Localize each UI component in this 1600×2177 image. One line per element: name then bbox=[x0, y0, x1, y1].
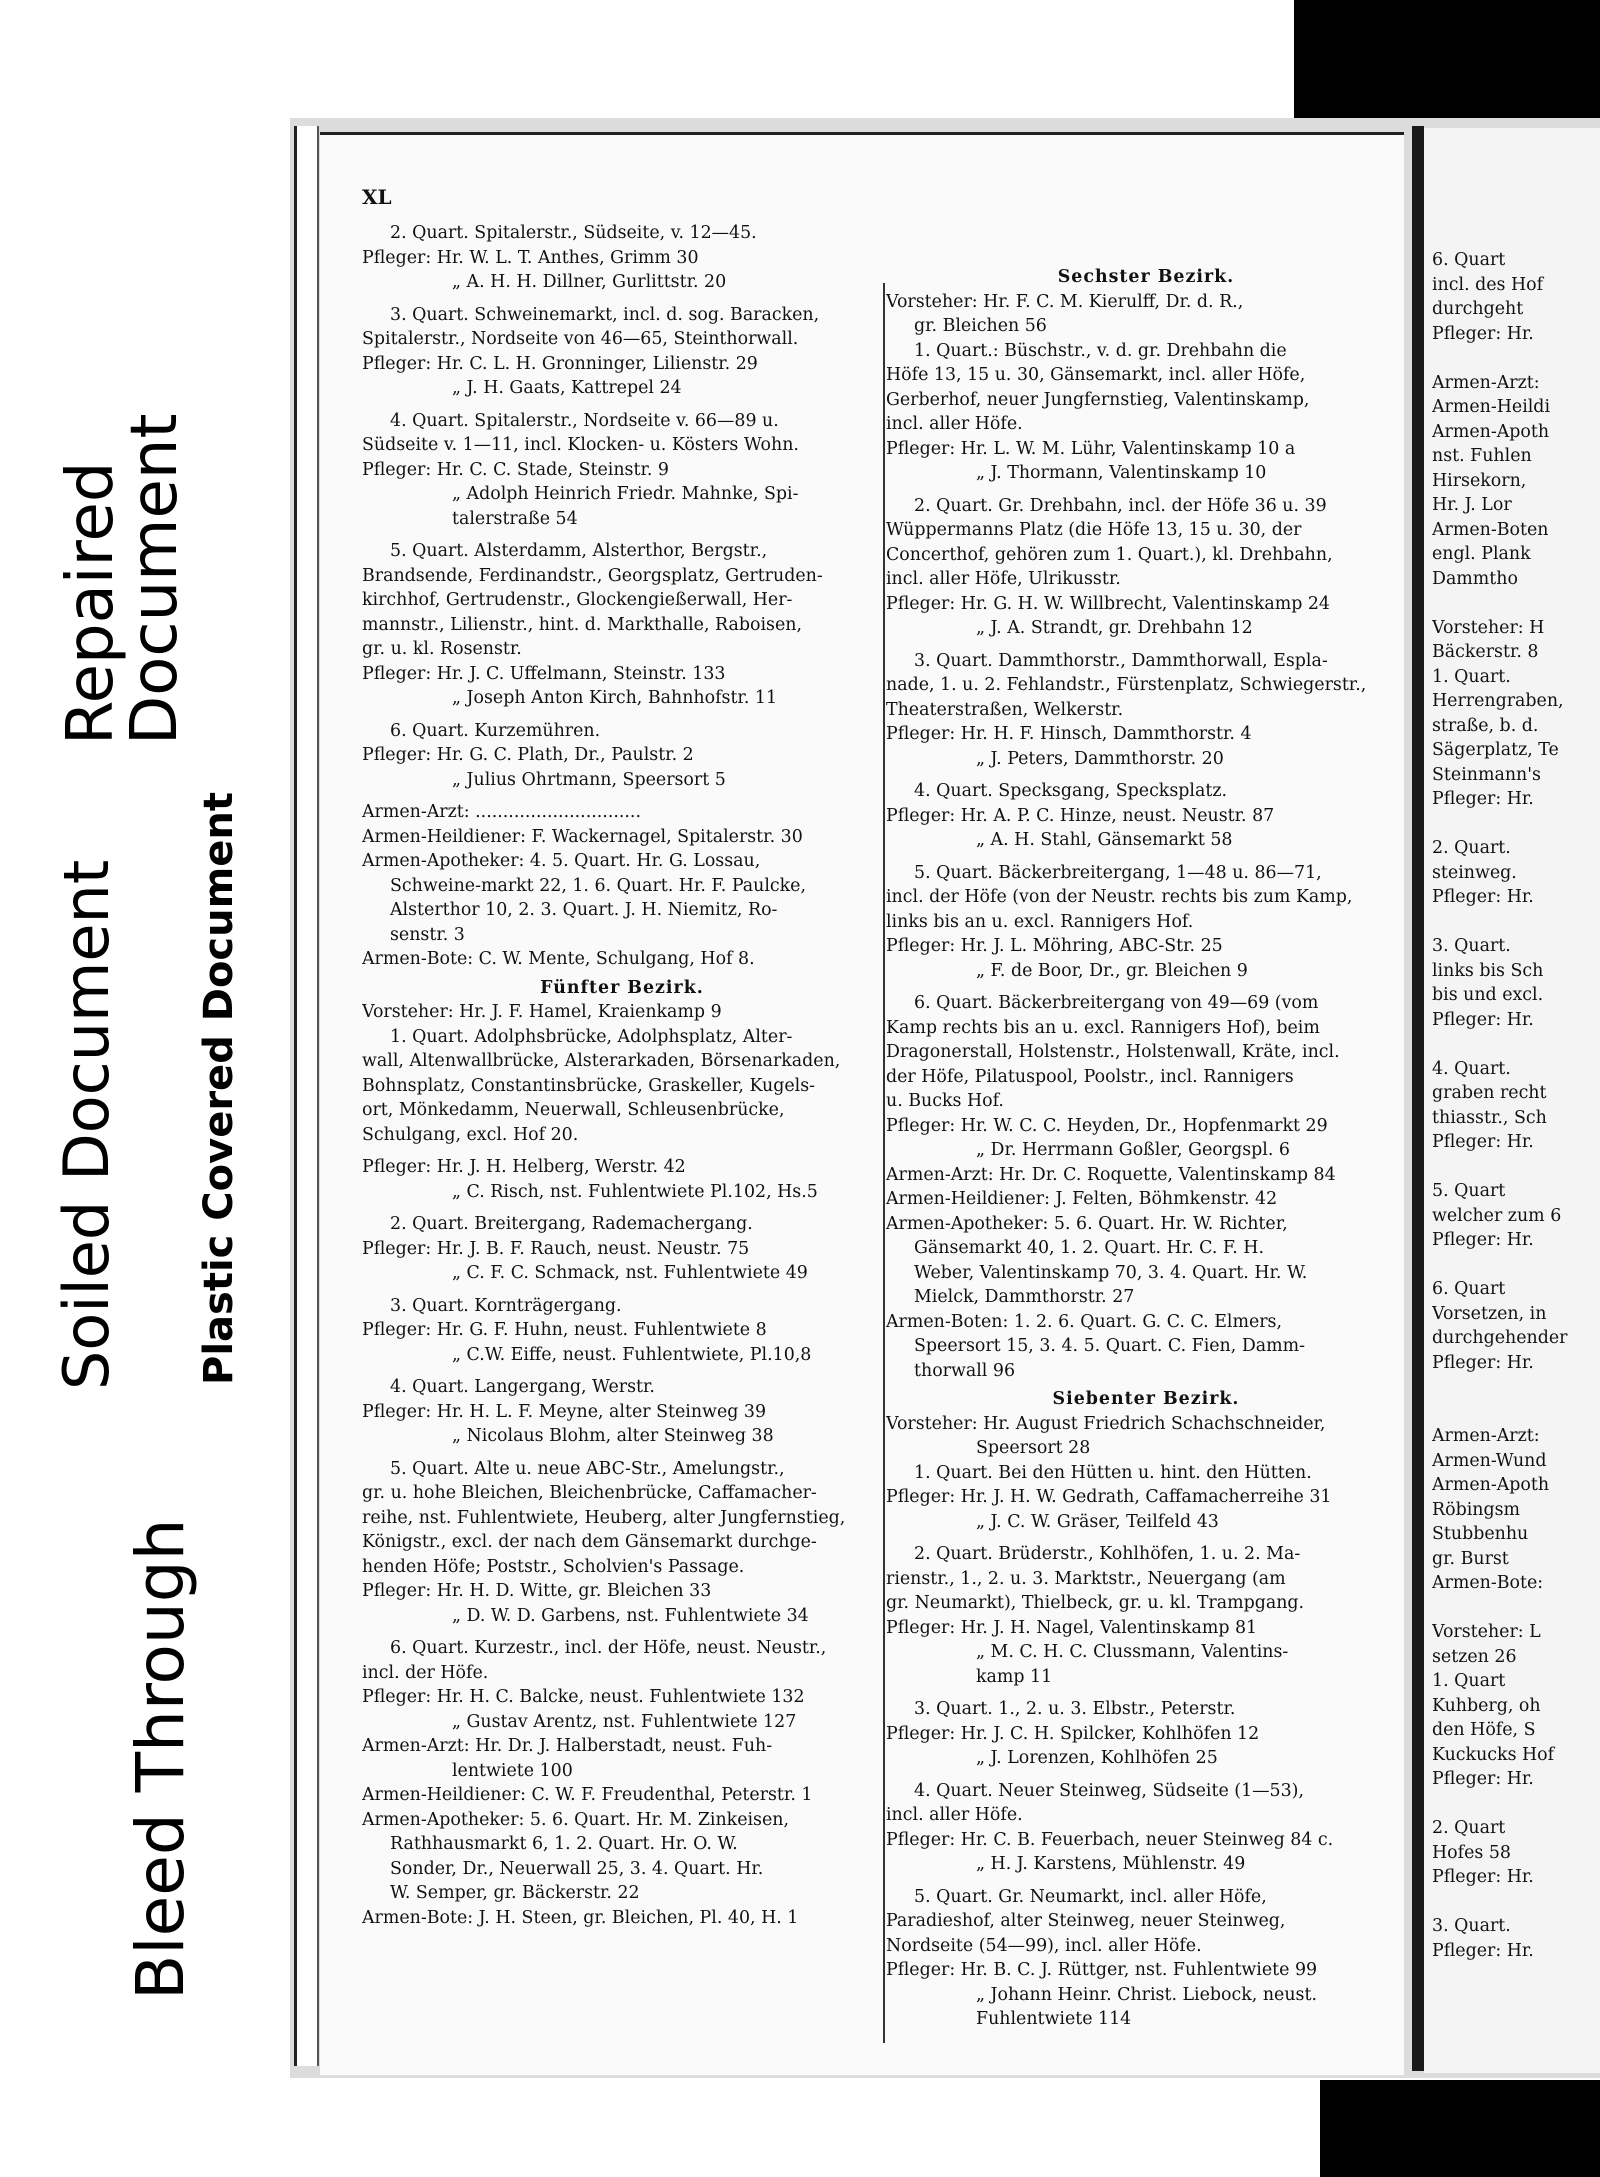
text-line: gr. u. kl. Rosenstr. bbox=[362, 639, 522, 659]
text-line: Schulgang, excl. Hof 20. bbox=[362, 1124, 579, 1145]
text-line: 5. Quart bbox=[1432, 1181, 1506, 1201]
text-line: Hofes 58 bbox=[1432, 1842, 1511, 1863]
text-line: Sonder, Dr., Neuerwall 25, 3. 4. Quart. Hr. bbox=[390, 1858, 764, 1879]
text-line: 3. Quart. Kornträgergang. bbox=[390, 1295, 622, 1316]
text-line: „ Nicolaus Blohm, alter Steinweg 38 bbox=[452, 1426, 774, 1446]
text-line: 1. Quart. Bei den Hütten u. hint. den Hütten. bbox=[914, 1462, 1312, 1483]
text-line: Kuhberg, oh bbox=[1432, 1695, 1541, 1716]
text-line: Mielck, Dammthorstr. 27 bbox=[914, 1287, 1135, 1307]
text-line: Paradieshof, alter Steinweg, neuer Steinweg, bbox=[886, 1911, 1286, 1931]
text-line: 3. Quart. bbox=[1432, 936, 1511, 956]
text-line: Wüppermanns Platz (die Höfe 13, 15 u. 30, der bbox=[886, 520, 1302, 540]
text-line: Armen-Arzt: Hr. Dr. J. Halberstadt, neust. Fuh- bbox=[362, 1736, 773, 1756]
text-line: Röbingsm bbox=[1432, 1499, 1521, 1520]
text-line: Armen-Heildiener: F. Wackernagel, Spitalerstr. 30 bbox=[362, 826, 803, 847]
text-line: „ C. F. C. Schmack, nst. Fuhlentwiete 49 bbox=[452, 1263, 808, 1283]
text-line: Pfleger: Hr. bbox=[1432, 323, 1534, 344]
district-heading: Fünfter Bezirk. bbox=[540, 977, 704, 998]
text-line: incl. aller Höfe, Ulrikusstr. bbox=[886, 569, 1121, 589]
text-line: Höfe 13, 15 u. 30, Gänsemarkt, incl. aller Höfe, bbox=[886, 365, 1306, 385]
text-line: Armen-Apoth bbox=[1432, 421, 1550, 442]
text-line bbox=[1432, 910, 1600, 935]
text-line: Pfleger: Hr. J. L. Möhring, ABC-Str. 25 bbox=[886, 936, 1223, 956]
text-line: 6. Quart. Kurzemühren. bbox=[390, 720, 601, 741]
text-line: „ J. A. Strandt, gr. Drehbahn 12 bbox=[976, 618, 1253, 638]
text-line: Armen-Bote: C. W. Mente, Schulgang, Hof 8. bbox=[362, 949, 755, 969]
text-line: durchgehender bbox=[1432, 1328, 1568, 1348]
text-line: Pfleger: Hr. bbox=[1432, 1867, 1534, 1887]
text-line: Vorsteher: H bbox=[1432, 617, 1545, 638]
text-line: Pfleger: Hr. bbox=[1432, 1769, 1534, 1789]
text-line: Herrengraben, bbox=[1432, 691, 1564, 711]
text-line: Pfleger: Hr. H. F. Hinsch, Dammthorstr. 4 bbox=[886, 724, 1252, 744]
black-tab-top bbox=[1294, 0, 1600, 118]
text-line: welcher zum 6 bbox=[1432, 1205, 1562, 1226]
text-line: 2. Quart. Spitalerstr., Südseite, v. 12—45. bbox=[390, 223, 757, 243]
text-line: Sägerplatz, Te bbox=[1432, 740, 1559, 760]
text-line: Speersort 28 bbox=[976, 1438, 1091, 1458]
text-line: „ J. Thormann, Valentinskamp 10 bbox=[976, 463, 1267, 483]
text-line: kamp 11 bbox=[976, 1666, 1053, 1687]
text-line: 6. Quart bbox=[1432, 1279, 1506, 1299]
text-line: nade, 1. u. 2. Fehlandstr., Fürstenplatz, Schwiegerstr., bbox=[886, 675, 1367, 695]
text-line: Pfleger: Hr. G. F. Huhn, neust. Fuhlentwiete 8 bbox=[362, 1320, 767, 1340]
text-line: 4. Quart. Specksgang, Specksplatz. bbox=[914, 781, 1228, 801]
text-line: Hirsekorn, bbox=[1432, 470, 1527, 491]
text-line: graben recht bbox=[1432, 1083, 1547, 1103]
text-line: engl. Plank bbox=[1432, 544, 1531, 564]
text-line: Nordseite (54—99), incl. aller Höfe. bbox=[886, 1935, 1202, 1956]
text-line: Brandsende, Ferdinandstr., Georgsplatz, Gertruden- bbox=[362, 565, 823, 586]
text-line: W. Semper, gr. Bäckerstr. 22 bbox=[390, 1883, 640, 1903]
text-line: Pfleger: Hr. C. L. H. Gronninger, Lilienstr. 29 bbox=[362, 353, 758, 374]
text-line: Bäckerstr. 8 bbox=[1432, 642, 1539, 662]
text-line: Pfleger: Hr. H. D. Witte, gr. Bleichen 33 bbox=[362, 1581, 712, 1601]
text-line: 3. Quart. Dammthorstr., Dammthorwall, Espla- bbox=[914, 650, 1328, 671]
text-line: der Höfe, Pilatuspool, Poolstr., incl. Rannigers bbox=[886, 1066, 1294, 1087]
label-soiled-document: Soiled Document bbox=[50, 859, 123, 1390]
text-line: incl. der Höfe (von der Neustr. rechts bis zum Kamp, bbox=[886, 887, 1353, 907]
text-line: Bohnsplatz, Constantinsbrücke, Graskeller, Kugels- bbox=[362, 1075, 816, 1096]
text-line: talerstraße 54 bbox=[452, 508, 578, 529]
text-line bbox=[1432, 1253, 1600, 1278]
right-column bbox=[886, 261, 1406, 2032]
text-line: straße, b. d. bbox=[1432, 715, 1539, 736]
text-line: den Höfe, S bbox=[1432, 1720, 1536, 1740]
text-line: Pfleger: Hr. H. C. Balcke, neust. Fuhlentwiete 132 bbox=[362, 1687, 805, 1707]
text-line: u. Bucks Hof. bbox=[886, 1091, 1004, 1111]
text-line: Weber, Valentinskamp 70, 3. 4. Quart. Hr. W. bbox=[914, 1262, 1308, 1283]
text-line: incl. aller Höfe. bbox=[886, 1805, 1023, 1825]
text-line: Armen-Bote: J. H. Steen, gr. Bleichen, Pl. 40, H. 1 bbox=[362, 1907, 799, 1928]
text-line: „ H. J. Karstens, Mühlenstr. 49 bbox=[976, 1854, 1246, 1874]
text-line: Vorsetzen, in bbox=[1432, 1303, 1547, 1324]
text-line: Armen-Boten bbox=[1432, 519, 1549, 540]
text-line: Armen-Arzt: .............................. bbox=[362, 802, 641, 822]
text-line: Vorsteher: Hr. F. C. M. Kierulff, Dr. d. R., bbox=[886, 291, 1244, 312]
book-gutter bbox=[1412, 126, 1424, 2071]
text-line: Pfleger: Hr. C. C. Stade, Steinstr. 9 bbox=[362, 459, 669, 480]
text-line: Pfleger: Hr. J. B. F. Rauch, neust. Neustr. 75 bbox=[362, 1238, 750, 1259]
text-line: Pfleger: Hr. L. W. M. Lühr, Valentinskamp 10 a bbox=[886, 438, 1296, 459]
text-line: durchgeht bbox=[1432, 299, 1524, 319]
text-line: 6. Quart bbox=[1432, 250, 1506, 270]
text-line: incl. der Höfe. bbox=[362, 1662, 489, 1683]
text-line: Pfleger: Hr. C. B. Feuerbach, neuer Steinweg 84 c. bbox=[886, 1829, 1334, 1850]
text-line: „ Adolph Heinrich Friedr. Mahnke, Spi- bbox=[452, 484, 799, 504]
text-line: Speersort 15, 3. 4. 5. Quart. C. Fien, Damm- bbox=[914, 1336, 1305, 1356]
left-column bbox=[362, 221, 882, 1930]
text-line: 6. Quart. Kurzestr., incl. der Höfe, neust. Neustr., bbox=[390, 1638, 827, 1658]
text-line: „ Gustav Arentz, nst. Fuhlentwiete 127 bbox=[452, 1711, 797, 1732]
text-line: „ Dr. Herrmann Goßler, Georgspl. 6 bbox=[976, 1140, 1290, 1160]
text-line: Pfleger: Hr. H. L. F. Meyne, alter Steinweg 39 bbox=[362, 1401, 767, 1422]
text-line: 4. Quart. Langergang, Werstr. bbox=[390, 1377, 655, 1397]
text-line: Armen-Bote: bbox=[1432, 1573, 1544, 1593]
text-line: 2. Quart. Brüderstr., Kohlhöfen, 1. u. 2. Ma- bbox=[914, 1544, 1301, 1564]
text-line: Concerthof, gehören zum 1. Quart.), kl. Drehbahn, bbox=[886, 544, 1333, 565]
text-line: bis und excl. bbox=[1432, 985, 1544, 1005]
next-page-column bbox=[1432, 248, 1600, 1963]
text-line: Rathhausmarkt 6, 1. 2. Quart. Hr. O. W. bbox=[390, 1834, 738, 1854]
text-line: 5. Quart. Alte u. neue ABC-Str., Amelungstr., bbox=[390, 1458, 785, 1479]
text-line: Armen-Arzt: bbox=[1432, 1426, 1540, 1446]
text-line: „ Joseph Anton Kirch, Bahnhofstr. 11 bbox=[452, 688, 778, 708]
text-line: „ C. Risch, nst. Fuhlentwiete Pl.102, Hs.5 bbox=[452, 1181, 818, 1202]
text-line: 3. Quart. bbox=[1432, 1916, 1511, 1936]
text-line: Pfleger: Hr. G. C. Plath, Dr., Paulstr. 2 bbox=[362, 745, 694, 765]
text-line: Armen-Arzt: Hr. Dr. C. Roquette, Valentinskamp 84 bbox=[886, 1164, 1336, 1185]
text-line: 2. Quart. bbox=[1432, 838, 1511, 858]
text-line: Dammtho bbox=[1432, 568, 1518, 589]
text-line: „ Julius Ohrtmann, Speersort 5 bbox=[452, 769, 726, 790]
text-line: Pfleger: Hr. J. H. W. Gedrath, Caffamacherreihe 31 bbox=[886, 1487, 1332, 1507]
text-line: Pfleger: Hr. W. L. T. Anthes, Grimm 30 bbox=[362, 247, 699, 268]
text-line: Spitalerstr., Nordseite von 46—65, Steinthorwall. bbox=[362, 329, 799, 349]
text-line: wall, Altenwallbrücke, Alsterarkaden, Börsenarkaden, bbox=[362, 1051, 841, 1071]
text-line: Gerberhof, neuer Jungfernstieg, Valentinskamp, bbox=[886, 389, 1310, 410]
column-divider bbox=[883, 283, 885, 2043]
text-line: kirchhof, Gertrudenstr., Glockengießerwall, Her- bbox=[362, 590, 793, 610]
text-line: links bis an u. excl. Rannigers Hof. bbox=[886, 911, 1194, 932]
text-line bbox=[1432, 1890, 1600, 1915]
text-line: 5. Quart. Gr. Neumarkt, incl. aller Höfe, bbox=[914, 1886, 1267, 1907]
text-line: „ J. H. Gaats, Kattrepel 24 bbox=[452, 378, 682, 398]
text-line: „ C.W. Eiffe, neust. Fuhlentwiete, Pl.10,8 bbox=[452, 1344, 812, 1365]
text-line: „ A. H. Stahl, Gänsemarkt 58 bbox=[976, 830, 1233, 850]
text-line: Pfleger: Hr. J. H. Helberg, Werstr. 42 bbox=[362, 1157, 686, 1177]
text-line: Schweine-markt 22, 1. 6. Quart. Hr. F. Paulcke, bbox=[390, 875, 806, 896]
text-line: Armen-Heildiener: C. W. F. Freudenthal, Peterstr. 1 bbox=[362, 1785, 813, 1805]
label-plastic-covered: Plastic Covered Document bbox=[196, 791, 242, 1385]
text-line: 5. Quart. Alsterdamm, Alsterthor, Bergstr., bbox=[390, 541, 768, 561]
text-line: Armen-Heildiener: J. Felten, Böhmkenstr. 42 bbox=[886, 1189, 1278, 1209]
text-line: Kuckucks Hof bbox=[1432, 1744, 1555, 1765]
text-line: Pfleger: Hr. J. C. Uffelmann, Steinstr. 133 bbox=[362, 663, 726, 684]
text-line: 1. Quart. Adolphsbrücke, Adolphsplatz, Alter- bbox=[390, 1026, 793, 1047]
text-line: Fuhlentwiete 114 bbox=[976, 2009, 1132, 2029]
text-line: Alsterthor 10, 2. 3. Quart. J. H. Niemitz, Ro- bbox=[390, 900, 778, 920]
text-line bbox=[1432, 346, 1600, 371]
district-heading: Sechster Bezirk. bbox=[1057, 267, 1235, 287]
text-line bbox=[1432, 1400, 1600, 1425]
label-panel bbox=[0, 0, 290, 2177]
text-line: Pfleger: Hr. bbox=[1432, 1940, 1534, 1961]
text-line: thorwall 96 bbox=[914, 1360, 1016, 1381]
text-line: 4. Quart. Spitalerstr., Nordseite v. 66—89 u. bbox=[390, 410, 779, 431]
text-line: „ A. H. H. Dillner, Gurlittstr. 20 bbox=[452, 272, 727, 292]
text-line: Armen-Apotheker: 5. 6. Quart. Hr. W. Richter, bbox=[886, 1213, 1288, 1234]
text-line: Armen-Apoth bbox=[1432, 1475, 1550, 1495]
text-line: senstr. 3 bbox=[390, 924, 465, 945]
text-line: Armen-Heildi bbox=[1432, 397, 1551, 417]
text-line: Pfleger: Hr. bbox=[1432, 887, 1534, 907]
text-line: incl. des Hof bbox=[1432, 274, 1544, 295]
text-line: 1. Quart.: Büschstr., v. d. gr. Drehbahn die bbox=[914, 340, 1287, 361]
text-line: Armen-Boten: 1. 2. 6. Quart. G. C. C. Elmers, bbox=[886, 1311, 1283, 1332]
text-line: „ F. de Boor, Dr., gr. Bleichen 9 bbox=[976, 960, 1248, 981]
text-line: Vorsteher: L bbox=[1432, 1622, 1541, 1642]
text-line: Dragonerstall, Holstenstr., Holstenwall, Kräte, incl. bbox=[886, 1042, 1340, 1062]
text-line: Steinmann's bbox=[1432, 764, 1541, 785]
text-line: gr. Neumarkt), Thielbeck, gr. u. kl. Trampgang. bbox=[886, 1593, 1305, 1613]
text-line bbox=[1432, 1375, 1600, 1400]
text-line: 5. Quart. Bäckerbreitergang, 1—48 u. 86—71, bbox=[914, 862, 1322, 883]
text-line: 1. Quart. bbox=[1432, 666, 1511, 687]
text-line: 2. Quart. Breitergang, Rademachergang. bbox=[390, 1214, 753, 1234]
text-line bbox=[1432, 812, 1600, 837]
text-line: Stubbenhu bbox=[1432, 1524, 1529, 1544]
text-line: incl. aller Höfe. bbox=[886, 414, 1023, 434]
text-line: Südseite v. 1—11, incl. Klocken- u. Kösters Wohn. bbox=[362, 435, 799, 455]
text-line: Armen-Arzt: bbox=[1432, 372, 1540, 393]
text-line: Pfleger: Hr. G. H. W. Willbrecht, Valentinskamp 24 bbox=[886, 593, 1331, 614]
text-line: 4. Quart. bbox=[1432, 1058, 1511, 1079]
text-line: Armen-Apotheker: 4. 5. Quart. Hr. G. Lossau, bbox=[362, 851, 761, 871]
text-line: Pfleger: Hr. A. P. C. Hinze, neust. Neustr. 87 bbox=[886, 805, 1275, 826]
text-line: steinweg. bbox=[1432, 862, 1517, 883]
text-line: „ J. C. W. Gräser, Teilfeld 43 bbox=[976, 1511, 1219, 1532]
text-line: reihe, nst. Fuhlentwiete, Heuberg, alter Jungfernstieg, bbox=[362, 1507, 846, 1528]
text-line: Königstr., excl. der nach dem Gänsemarkt durchge- bbox=[362, 1532, 817, 1552]
text-line bbox=[1432, 1155, 1600, 1180]
book-page bbox=[320, 132, 1404, 2075]
text-line bbox=[1432, 1596, 1600, 1621]
label-document: Document bbox=[118, 413, 192, 745]
text-line: „ J. Lorenzen, Kohlhöfen 25 bbox=[976, 1748, 1218, 1768]
text-line: Pfleger: Hr. bbox=[1432, 1132, 1534, 1152]
label-repaired: Repaired bbox=[54, 461, 128, 745]
text-line: Gänsemarkt 40, 1. 2. Quart. Hr. C. F. H. bbox=[914, 1238, 1264, 1258]
text-line: setzen 26 bbox=[1432, 1646, 1517, 1667]
text-line: mannstr., Lilienstr., hint. d. Markthalle, Raboisen, bbox=[362, 614, 803, 635]
text-line: Vorsteher: Hr. August Friedrich Schachschneider, bbox=[886, 1413, 1326, 1434]
text-line: links bis Sch bbox=[1432, 960, 1544, 981]
scanned-book bbox=[290, 118, 1600, 2078]
page-edge bbox=[294, 126, 319, 2066]
text-line: Theaterstraßen, Welkerstr. bbox=[886, 699, 1124, 720]
text-line: nst. Fuhlen bbox=[1432, 446, 1532, 466]
text-line bbox=[1432, 591, 1600, 616]
text-line: thiasstr., Sch bbox=[1432, 1107, 1547, 1128]
text-line: Pfleger: Hr. J. H. Nagel, Valentinskamp 81 bbox=[886, 1617, 1258, 1638]
text-line: „ Johann Heinr. Christ. Liebock, neust. bbox=[976, 1984, 1317, 2005]
text-line: Vorsteher: Hr. J. F. Hamel, Kraienkamp 9 bbox=[362, 1002, 722, 1022]
text-line: Armen-Wund bbox=[1432, 1450, 1547, 1471]
text-line: „ J. Peters, Dammthorstr. 20 bbox=[976, 748, 1224, 769]
text-line: Pfleger: Hr. W. C. C. Heyden, Dr., Hopfenmarkt 29 bbox=[886, 1115, 1328, 1136]
text-line: gr. Bleichen 56 bbox=[914, 316, 1047, 336]
text-line: Kamp rechts bis an u. excl. Rannigers Hof), beim bbox=[886, 1017, 1320, 1038]
black-tab-bottom bbox=[1320, 2080, 1600, 2177]
text-line: lentwiete 100 bbox=[452, 1760, 573, 1781]
next-page-edge bbox=[1424, 128, 1600, 2073]
text-line: 3. Quart. Schweinemarkt, incl. d. sog. Baracken, bbox=[390, 304, 820, 325]
text-line: Hr. J. Lor bbox=[1432, 495, 1512, 515]
text-line: 4. Quart. Neuer Steinweg, Südseite (1—53), bbox=[914, 1780, 1304, 1801]
text-line: henden Höfe; Poststr., Scholvien's Passage. bbox=[362, 1556, 745, 1577]
text-line: rienstr., 1., 2. u. 3. Marktstr., Neuergang (am bbox=[886, 1568, 1286, 1589]
text-line: Armen-Apotheker: 5. 6. Quart. Hr. M. Zinkeisen, bbox=[362, 1809, 789, 1830]
text-line: 3. Quart. 1., 2. u. 3. Elbstr., Peterstr. bbox=[914, 1699, 1236, 1719]
text-line: 6. Quart. Bäckerbreitergang von 49—69 (vom bbox=[914, 993, 1319, 1013]
text-line: Pfleger: Hr. J. C. H. Spilcker, Kohlhöfen 12 bbox=[886, 1723, 1260, 1744]
text-line: 2. Quart. Gr. Drehbahn, incl. der Höfe 36 u. 39 bbox=[914, 495, 1327, 516]
text-line bbox=[1432, 1792, 1600, 1817]
text-line: Pfleger: Hr. bbox=[1432, 1352, 1534, 1373]
text-line: „ D. W. D. Garbens, nst. Fuhlentwiete 34 bbox=[452, 1605, 809, 1626]
text-line: Pfleger: Hr. bbox=[1432, 1230, 1534, 1250]
text-line: „ M. C. H. C. Clussmann, Valentins- bbox=[976, 1642, 1289, 1662]
text-line: ort, Mönkedamm, Neuerwall, Schleusenbrücke, bbox=[362, 1100, 785, 1120]
label-bleed-through: Bleed Through bbox=[122, 1518, 199, 2000]
text-line: gr. u. hohe Bleichen, Bleichenbrücke, Caffamacher- bbox=[362, 1483, 817, 1503]
text-line: 1. Quart bbox=[1432, 1671, 1506, 1691]
page-number: XL bbox=[362, 185, 392, 209]
text-line: Pfleger: Hr. bbox=[1432, 1009, 1534, 1030]
text-line: gr. Burst bbox=[1432, 1548, 1509, 1569]
text-line: Pfleger: Hr. bbox=[1432, 789, 1534, 809]
text-line: 2. Quart bbox=[1432, 1818, 1506, 1838]
text-line: Pfleger: Hr. B. C. J. Rüttger, nst. Fuhlentwiete 99 bbox=[886, 1960, 1318, 1980]
district-heading: Siebenter Bezirk. bbox=[1052, 1389, 1240, 1409]
text-line bbox=[1432, 1032, 1600, 1057]
